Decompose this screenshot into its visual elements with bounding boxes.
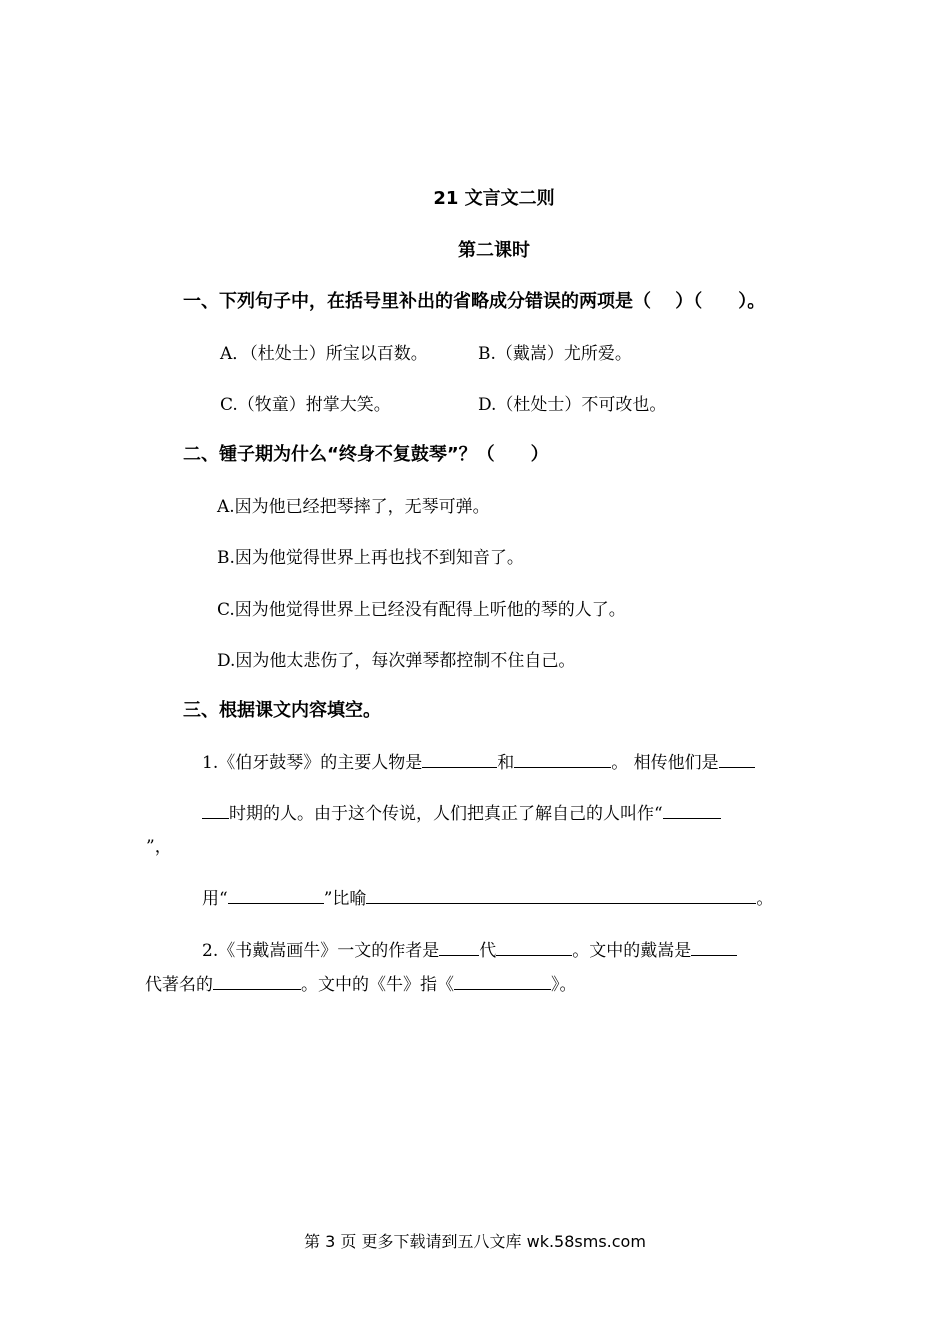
question-1-option-a: A．（杜处士）所宝以百数。: [220, 344, 428, 364]
question-3-prompt: 三、根据课文内容填空。: [183, 700, 381, 721]
text-segment: 。 相传他们是: [611, 753, 719, 773]
question-2-option-b: B.因为他觉得世界上再也找不到知音了。: [217, 548, 524, 568]
text-segment: ”，: [146, 837, 172, 857]
question-3-item-2-line-2: [145, 970, 577, 995]
fill-blank: [228, 885, 324, 904]
text-segment: 代: [479, 941, 497, 961]
question-1-option-b: B.（戴嵩）尤所爱。: [478, 344, 632, 364]
fill-blank: [514, 749, 611, 768]
fill-blank: [454, 971, 551, 990]
question-3-item-1-line-4: [202, 884, 773, 909]
question-2-option-c: C.因为他觉得世界上已经没有配得上听他的琴的人了。: [217, 600, 626, 620]
text-segment: 时期的人。由于这个传说，人们把真正了解自己的人叫作“: [229, 804, 663, 824]
question-1-option-c: C.（牧童）拊掌大笑。: [220, 395, 391, 415]
fill-blank: [691, 937, 737, 956]
question-2-prompt: 二、锺子期为什么“终身不复鼓琴”？（ ）: [183, 444, 549, 465]
page-title: 21 文言文二则: [433, 188, 555, 209]
fill-blank: [719, 749, 755, 768]
question-1-prompt: 一、下列句子中，在括号里补出的省略成分错误的两项是（ ）（ ）。: [183, 291, 766, 312]
question-3-item-1-line-1: [202, 748, 755, 773]
page-subtitle: 第二课时: [458, 240, 530, 261]
page-footer: 第 3 页 更多下载请到五八文库 wk.58sms.com: [304, 1232, 646, 1251]
text-segment: 和: [497, 753, 515, 773]
fill-blank: [496, 937, 572, 956]
question-3-item-1-line-3: [146, 832, 172, 857]
text-segment: ”比喻: [323, 889, 367, 909]
question-2-option-a: A.因为他已经把琴摔了，无琴可弹。: [217, 497, 490, 517]
question-3-item-1-line-2: [202, 799, 721, 824]
question-3-item-2-line-1: [202, 936, 737, 961]
fill-blank: [439, 937, 479, 956]
text-segment: 用“: [202, 889, 228, 909]
question-1-option-d: D.（杜处士）不可改也。: [478, 395, 667, 415]
fill-blank: [213, 971, 301, 990]
text-segment: 代著名的: [145, 975, 213, 995]
fill-blank: [422, 749, 497, 768]
text-segment: 2.《书戴嵩画牛》一文的作者是: [202, 941, 440, 961]
fill-blank: [202, 800, 229, 819]
text-segment: 》。: [551, 975, 577, 995]
text-segment: 。: [756, 889, 774, 909]
question-2-option-d: D.因为他太悲伤了，每次弹琴都控制不住自己。: [217, 651, 576, 671]
text-segment: 1.《伯牙鼓琴》的主要人物是: [202, 753, 423, 773]
fill-blank: [663, 800, 721, 819]
text-segment: 。文中的戴嵩是: [572, 941, 692, 961]
fill-blank: [366, 885, 756, 904]
text-segment: 。文中的《牛》指《: [301, 975, 454, 995]
